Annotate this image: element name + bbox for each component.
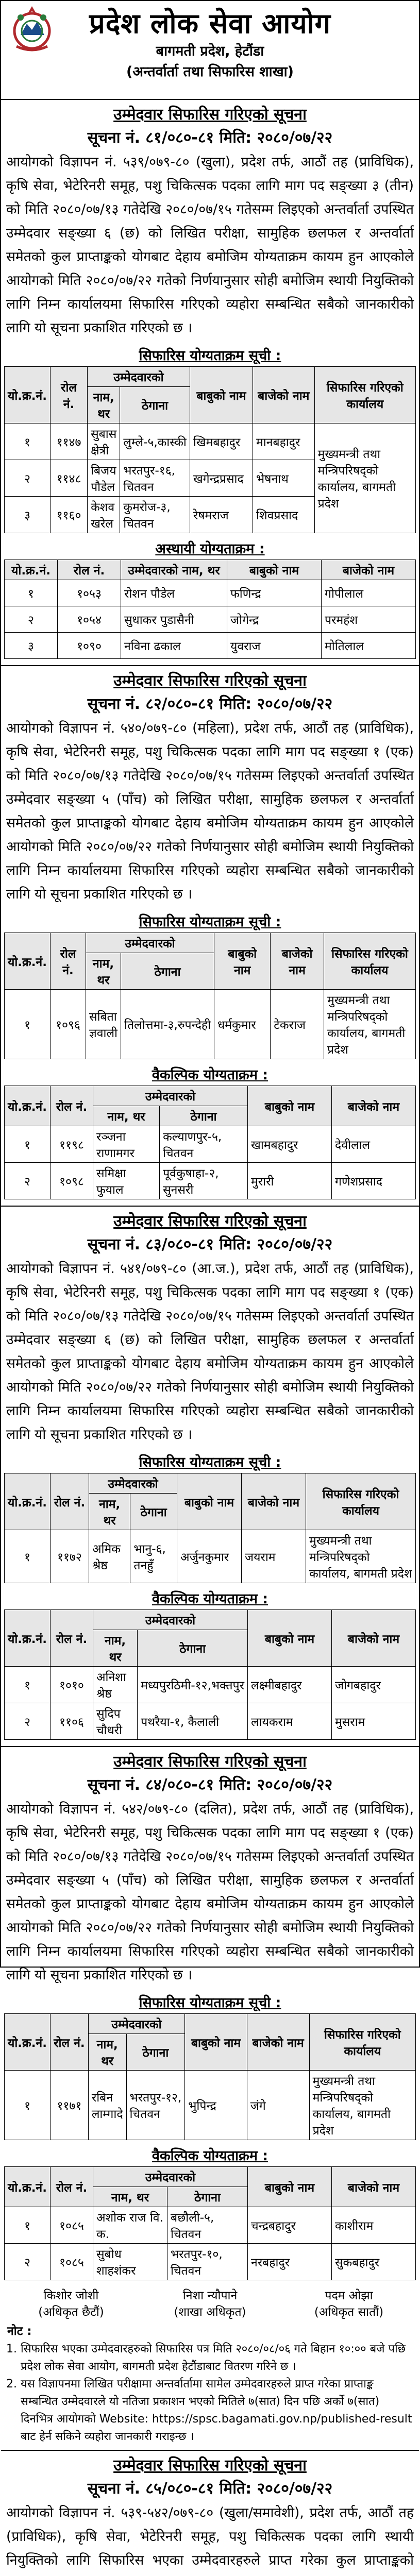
col-office: सिफारिस गरिएको कार्यालय: [306, 1473, 416, 1530]
col-address: ठेगाना: [126, 2034, 185, 2071]
col-roll: रोल नं.: [50, 1086, 93, 1126]
col-address: ठेगाना: [160, 1106, 248, 1126]
cell-name: अनिशा श्रेष्ठ: [93, 1667, 137, 1703]
cell-name: अमिक श्रेष्ठ: [89, 1530, 130, 1583]
section-spacer: [4, 1740, 416, 1746]
signatory-name: किशोर जोशी: [43, 2289, 99, 2302]
cell-roll: ११६०: [50, 497, 87, 533]
table-row: [5, 423, 416, 460]
cell-roll: ११९८: [50, 1126, 93, 1163]
col-sn: यो.क्र.नं.: [5, 1610, 51, 1667]
cell-father: चन्द्रबहादुर: [248, 2207, 332, 2244]
table-row: [5, 1667, 416, 1703]
cell-address: कल्याणपुर-५, चितवन: [160, 1126, 248, 1163]
table-caption: सिफारिस योग्यताक्रम सूची :: [139, 914, 281, 930]
notice-paragraph: आयोगको विज्ञापन नं. ५४२/०७९-८० (दलित), प्रदेश तर्फ, आठौं तह (प्राविधिक), कृषि सेवा, भेटेरिनरी समूह, पशु चिकित्सक पदका लागि माग पद सङ्ख्या १ (एक) को मिति २०८०/०७/१३ गतेदेखि २०८०/०७/१५ गतेसम्म लिइएको अन्तर्वार्ता उपस्थित उम्मेदवार सङ्ख्या ५ (पाँच) को लिखित परीक्षा, सामुहिक छलफल र अन्तर्वार्ता समेतको कुल प्राप्ताङ्कको योगबाट देहाय बमोजिम योग्यताक्रम कायम हुन आएकोले आयोगको मिति २०८०/०७/२२ गतेको निर्णयानुसार सोही बमोजिम स्थायी नियुक्तिको लागि निम्न कार्यालयमा सिफारिस गरिएको व्यहोरा सम्बन्धित सबैको जानकारीको लागि यो सूचना प्रकाशित गरिएको छ ।: [6, 1801, 414, 1983]
cell-office: मुख्यमन्त्री तथा मन्त्रिपरिषद्को कार्यालय, बागमती प्रदेश: [324, 990, 415, 1059]
col-address: ठेगाना: [167, 2187, 247, 2207]
cell-sn: ३: [5, 497, 51, 533]
col-name: उम्मेदवारको नाम, थर: [121, 560, 227, 580]
cell-sn: १: [5, 990, 51, 1059]
cell-sn: १: [5, 1126, 51, 1163]
table-row: [5, 1703, 416, 1740]
recommendation-table: [4, 1473, 416, 1583]
col-father: बाबुको नाम: [227, 560, 322, 580]
col-grandfather: बाजेको नाम: [247, 2014, 309, 2071]
section-title: उम्मेदवार सिफारिस गरिएको सूचना: [113, 1212, 307, 1230]
alternate-table: [4, 2166, 416, 2280]
notice-section: [1, 1750, 419, 2451]
cell-roll: ११७२: [50, 1530, 89, 1583]
cell-name: सुबास क्षेत्री: [88, 423, 120, 460]
cell-grandfather: जोगबहादुर: [332, 1667, 416, 1703]
col-sn: यो.क्र.नं.: [5, 1473, 51, 1530]
cell-grandfather: गणेशप्रसाद: [332, 1163, 416, 1199]
cell-father: लक्ष्मीबहादुर: [248, 1667, 332, 1703]
table-caption: वैकल्पिक योग्यताक्रम :: [152, 2148, 268, 2164]
cell-name: रोशन पौडेल: [121, 580, 227, 606]
signature-block: [20, 2286, 123, 2319]
col-candidate: उम्मेदवारको: [86, 933, 214, 953]
cell-name: समिक्षा फुयाल: [93, 1163, 159, 1199]
col-roll: रोल नं.: [50, 2014, 88, 2071]
cell-roll: १०१०: [50, 1667, 93, 1703]
cell-roll: १०५३: [58, 580, 121, 606]
col-candidate: उम्मेदवारको: [89, 1473, 177, 1494]
col-office: सिफारिस गरिएको कार्यालय: [324, 933, 415, 990]
cell-address: बछौली-५, चितवन: [167, 2207, 247, 2244]
cell-name: सुबोध शाहशंकर: [93, 2244, 167, 2280]
table-caption: वैकल्पिक योग्यताक्रम :: [152, 1067, 268, 1083]
table-row: [5, 2071, 416, 2140]
cell-address: कुमरोज-३, चितवन: [120, 497, 190, 533]
cell-father: युवराज: [227, 633, 322, 659]
table-row: [5, 633, 416, 659]
col-grandfather: बाजेको नाम: [253, 367, 314, 423]
cell-roll: ११७१: [50, 2071, 88, 2140]
cell-father: रेषमराज: [190, 497, 253, 533]
cell-office: मुख्यमन्त्री तथा मन्त्रिपरिषद्को कार्यालय, बागमती प्रदेश: [309, 2071, 415, 2140]
section-title: उम्मेदवार सिफारिस गरिएको सूचना: [113, 106, 307, 124]
col-address: ठेगाना: [121, 953, 214, 990]
cell-grandfather: सुकबहादुर: [332, 2244, 416, 2280]
cell-sn: २: [5, 2244, 51, 2280]
cell-sn: २: [5, 606, 58, 633]
col-sn: यो.क्र.नं.: [5, 560, 58, 580]
cell-office: मुख्यमन्त्री तथा मन्त्रिपरिषद्को कार्यालय, बागमती प्रदेश: [314, 423, 415, 533]
col-grandfather: बाजेको नाम: [322, 560, 416, 580]
col-office: सिफारिस गरिएको कार्यालय: [309, 2014, 415, 2071]
cell-father: धर्मकुमार: [214, 990, 271, 1059]
cell-grandfather: परमहंश: [322, 606, 416, 633]
cell-sn: १: [5, 580, 58, 606]
cell-roll: ११४८: [50, 460, 87, 497]
col-grandfather: बाजेको नाम: [271, 933, 324, 990]
cell-grandfather: भेषनाथ: [253, 460, 314, 497]
cell-sn: २: [5, 1163, 51, 1199]
recommendation-table: [4, 933, 416, 1059]
section-title: उम्मेदवार सिफारिस गरिएको सूचना: [113, 1753, 307, 1771]
cell-address: लुम्ले-५,कास्की: [120, 423, 190, 460]
col-name: नाम, थर: [93, 1630, 137, 1667]
col-sn: यो.क्र.नं.: [5, 933, 51, 990]
cell-name: अशोक राज वि. क.: [93, 2207, 167, 2244]
col-father: बाबुको नाम: [177, 1473, 242, 1530]
col-roll: रोल नं.: [50, 933, 86, 990]
col-roll: रोल नं.: [50, 367, 87, 423]
col-father: बाबुको नाम: [190, 367, 253, 423]
notes: [7, 2323, 413, 2446]
cell-name: रञ्जना राणामगर: [93, 1126, 159, 1163]
col-office: सिफारिस गरिएको कार्यालय: [314, 367, 415, 423]
cell-roll: १०५४: [58, 606, 121, 633]
col-father: बाबुको नाम: [248, 2167, 332, 2207]
note-item: 1. सिफारिस भएका उम्मेदवारहरुको सिफारिस पत्र मिति २०८०/०८/०६ गते बिहान १०:०० बजे पछि प्रदेश लोक सेवा आयोग, बागमती प्रदेश हेटौंडाबाट वितरण गरिने छ ।: [21, 2341, 413, 2376]
col-grandfather: बाजेको नाम: [332, 2167, 416, 2207]
col-sn: यो.क्र.नं.: [5, 367, 51, 423]
notice-number: सूचना नं. ८५/०८०-८१ मिति: २०८०/०७/२२: [87, 2480, 333, 2498]
cell-roll: ११०६: [50, 1703, 93, 1740]
cell-father: फणिन्द्र: [227, 580, 322, 606]
notice-paragraph: आयोगको विज्ञापन नं. ५४१/०७९-८० (आ.ज.), प्रदेश तर्फ, आठौं तह (प्राविधिक), कृषि सेवा, भेटेरिनरी समूह, पशु चिकित्सक पदका लागि माग पद सङ्ख्या १ (एक) को मिति २०८०/०७/१३ गतेदेखि २०८०/०७/१५ गतेसम्म लिइएको अन्तर्वार्ता उपस्थित उम्मेदवार सङ्ख्या ६ (छ) को लिखित परीक्षा, सामुहिक छलफल र अन्तर्वार्ता समेतको कुल प्राप्ताङ्कको योगबाट देहाय बमोजिम योग्यताक्रम कायम हुन आएकोले आयोगको मिति २०८०/०७/२२ गतेको निर्णयानुसार सोही बमोजिम स्थायी नियुक्तिको लागि निम्न कार्यालयमा सिफारिस गरिएको व्यहोरा सम्बन्धित सबैको जानकारीको लागि यो सूचना प्रकाशित गरिएको छ ।: [6, 1261, 414, 1443]
cell-father: भुपिन्द्र: [185, 2071, 247, 2140]
table-caption: सिफारिस योग्यताक्रम सूची :: [139, 348, 281, 364]
col-candidate: उम्मेदवारको: [93, 1610, 247, 1630]
cell-father: खिमबहादुर: [190, 423, 253, 460]
notice-number: सूचना नं. ८४/०८०-८१ मिति: २०८०/०७/२२: [87, 1776, 333, 1794]
table-caption: वैकल्पिक योग्यताक्रम :: [152, 1591, 268, 1607]
col-address: ठेगाना: [138, 1630, 248, 1667]
col-name: नाम, थर: [86, 953, 121, 990]
col-roll: रोल नं.: [58, 560, 121, 580]
notice-paragraph: आयोगको विज्ञापन नं. ५३९/०७९-८० (खुला), प्रदेश तर्फ, आठौं तह (प्राविधिक), कृषि सेवा, भेटेरिनरी समूह, पशु चिकित्सक पदका लागि माग पद सङ्ख्या ३ (तीन) को मिति २०८०/०७/१३ गतेदेखि २०८०/०७/१५ गतेसम्म लिइएको अन्तर्वार्ता उपस्थित उम्मेदवार सङ्ख्या ६ (छ) को लिखित परीक्षा, सामुहिक छलफल र अन्तर्वार्ता समेतको कुल प्राप्ताङ्कको योगबाट देहाय बमोजिम योग्यताक्रम कायम हुन आएकोले आयोगको मिति २०८०/०७/२२ गतेको निर्णयानुसार सोही बमोजिम स्थायी नियुक्तिको लागि निम्न कार्यालयमा सिफारिस गरिएको व्यहोरा सम्बन्धित सबैको जानकारीको लागि यो सूचना प्रकाशित गरिएको छ ।: [6, 154, 414, 336]
note-item: 2. यस विज्ञापनमा लिखित परीक्षामा अन्तर्वार्तामा सामेल उम्मेदवारहरुले प्राप्त गरेका प्राप्ताङ्क सम्बन्धित उम्मेदवारले यो नतिजा प्रकाशन भएको मितिले ७(सात) दिन पछि अर्को ७(सात) दिनभित्र आयोगको Website: https://spsc.bagamati.gov.np/published-result बाट हेर्न सकिने व्यहोरा जानकारी गराइन्छ ।: [21, 2376, 413, 2446]
cell-grandfather: मुसराम: [332, 1703, 416, 1740]
recommendation-table: [4, 366, 416, 533]
alternate-table: [4, 1086, 416, 1199]
cell-name: बिजय पौडेल: [88, 460, 120, 497]
col-roll: रोल नं.: [50, 1610, 93, 1667]
cell-sn: १: [5, 2207, 51, 2244]
signatory-name: पदम ओझा: [325, 2289, 373, 2302]
signature-block: [297, 2286, 400, 2319]
cell-address: भरतपुर-१६, चितवन: [120, 460, 190, 497]
cell-father: खामबहादुर: [248, 1126, 332, 1163]
notice-section: [1, 1210, 419, 1747]
cell-address: मध्यपुरठिमी-१२,भक्तपुर: [138, 1667, 248, 1703]
table-row: [5, 1126, 416, 1163]
cell-sn: २: [5, 1703, 51, 1740]
cell-grandfather: जयराम: [242, 1530, 306, 1583]
signatory-role: (अधिकृत सातौं): [314, 2306, 384, 2319]
cell-grandfather: मोतिलाल: [322, 633, 416, 659]
table-row: [5, 990, 416, 1059]
cell-sn: २: [5, 460, 51, 497]
cell-grandfather: काशीराम: [332, 2207, 416, 2244]
signature-row: [20, 2286, 400, 2319]
cell-father: जोगेन्द्र: [227, 606, 322, 633]
table-caption: सिफारिस योग्यताक्रम सूची :: [139, 1454, 281, 1470]
col-roll: रोल नं.: [50, 1473, 89, 1530]
cell-sn: १: [5, 423, 51, 460]
signatory-role: (शाखा अधिकृत): [174, 2306, 246, 2319]
cell-name: रबिन लाम्गादे: [88, 2071, 126, 2140]
alternate-table: [4, 1609, 416, 1740]
col-father: बाबुको नाम: [185, 2014, 247, 2071]
col-candidate: उम्मेदवारको: [93, 2167, 247, 2187]
table-row: [5, 1163, 416, 1199]
cell-roll: १०८५: [50, 2207, 93, 2244]
col-sn: यो.क्र.नं.: [5, 2014, 51, 2071]
cell-father: खगेन्द्रप्रसाद: [190, 460, 253, 497]
col-grandfather: बाजेको नाम: [242, 1473, 306, 1530]
table-caption: सिफारिस योग्यताक्रम सूची :: [139, 1995, 281, 2011]
col-name: नाम, थर: [93, 2187, 167, 2207]
cell-sn: ३: [5, 633, 58, 659]
col-sn: यो.क्र.नं.: [5, 2167, 51, 2207]
cell-address: भानु-६, तनहुँ: [130, 1530, 177, 1583]
signature-block: [159, 2286, 262, 2319]
notes-title: नोट :: [7, 2325, 32, 2338]
cell-address: तिलोत्तमा-३,रुपन्देही: [121, 990, 214, 1059]
col-roll: रोल नं.: [50, 2167, 93, 2207]
col-name: नाम, थर: [93, 1106, 159, 1126]
notice-number: सूचना नं. ८२/०८०-८१ मिति: २०८०/०७/२२: [87, 695, 333, 713]
cell-roll: ११४७: [50, 423, 87, 460]
section-spacer: [4, 659, 416, 665]
col-address: ठेगाना: [130, 1494, 177, 1530]
cell-sn: १: [5, 1530, 51, 1583]
notice-section: [1, 103, 419, 666]
cell-grandfather: जंगे: [247, 2071, 309, 2140]
org-location: बागमती प्रदेश, हेटौंडा: [156, 43, 264, 59]
cell-grandfather: गोपीलाल: [322, 580, 416, 606]
cell-name: केशव खरेल: [88, 497, 120, 533]
col-candidate: उम्मेदवारको: [93, 1086, 247, 1106]
cell-roll: १०८५: [50, 2244, 93, 2280]
cell-father: मुरारी: [248, 1163, 332, 1199]
cell-grandfather: टेकराज: [271, 990, 324, 1059]
notice-number: सूचना नं. ८१/०८०-८१ मिति: २०८०/०७/२२: [87, 129, 333, 147]
cell-father: अर्जुनकुमार: [177, 1530, 242, 1583]
col-address: ठेगाना: [120, 387, 190, 423]
cell-sn: १: [5, 2071, 51, 2140]
merit-list-section: [1, 2454, 419, 2576]
col-candidate: उम्मेदवारको: [88, 2014, 184, 2034]
cell-roll: १०९८: [50, 1163, 93, 1199]
cell-name: सबिता ज्ञवाली: [86, 990, 121, 1059]
alternate-table: [4, 560, 416, 659]
col-name: नाम, थर: [89, 1494, 130, 1530]
cell-office: मुख्यमन्त्री तथा मन्त्रिपरिषद्को कार्यालय, बागमती प्रदेश: [306, 1530, 416, 1583]
org-title: प्रदेश लोक सेवा आयोग: [89, 7, 331, 40]
cell-address: पूर्वकुषाहा-२, सुनसरी: [160, 1163, 248, 1199]
col-candidate: उम्मेदवारको: [88, 367, 190, 387]
cell-address: पथरैया-१, कैलाली: [138, 1703, 248, 1740]
table-caption: अस्थायी योग्यताक्रम :: [155, 541, 265, 557]
cell-grandfather: शिवप्रसाद: [253, 497, 314, 533]
col-name: नाम, थर: [88, 2034, 126, 2071]
col-father: बाबुको नाम: [248, 1086, 332, 1126]
cell-grandfather: मानबहादुर: [253, 423, 314, 460]
cell-roll: १०९०: [58, 633, 121, 659]
cell-address: भरतपुर-१२, चितवन: [126, 2071, 185, 2140]
cell-name: सुधाकर पुडासैनी: [121, 606, 227, 633]
notes-list: [7, 2341, 413, 2446]
cell-sn: १: [5, 1667, 51, 1703]
recommendation-table: [4, 2013, 416, 2140]
col-father: बाबुको नाम: [248, 1610, 332, 1667]
section-title: उम्मेदवार सिफारिस गरिएको सूचना: [113, 672, 307, 690]
notice-number: सूचना नं. ८३/०८०-८१ मिति: २०८०/०७/२२: [87, 1235, 333, 1253]
notice-section: [1, 669, 419, 1207]
table-row: [5, 1530, 416, 1583]
col-grandfather: बाजेको नाम: [332, 1086, 416, 1126]
table-row: [5, 2207, 416, 2244]
cell-address: भरतपुर-१०, चितवन: [167, 2244, 247, 2280]
table-row: [5, 2244, 416, 2280]
cell-roll: १०९६: [50, 990, 86, 1059]
table-row: [5, 606, 416, 633]
notice-paragraph: आयोगको विज्ञापन नं. ५३९-५४२/०७९-८० (खुला/समावेशी), प्रदेश तर्फ, आठौं तह (प्राविधिक), कृषि सेवा, भेटेरिनरी समूह, पशु चिकित्सक पदका लागि स्थायी नियुक्तिको लागि सिफारिस भएका उम्मेदवारहरुले प्राप्त गरेका कुल प्राप्ताङ्कको: [6, 2505, 414, 2568]
section-spacer: [4, 1199, 416, 1206]
cell-father: लायकराम: [248, 1703, 332, 1740]
cell-father: नरबहादुर: [248, 2244, 332, 2280]
table-row: [5, 580, 416, 606]
col-father: बाबुको नाम: [214, 933, 271, 990]
cell-name: नविना ढकाल: [121, 633, 227, 659]
cell-grandfather: देवीलाल: [332, 1126, 416, 1163]
section-title: उम्मेदवार सिफारिस गरिएको सूचना: [113, 2456, 307, 2475]
org-branch: (अन्तर्वार्ता तथा सिफारिस शाखा): [126, 64, 294, 80]
signatory-role: (अधिकृत छैटौं): [38, 2306, 104, 2319]
signatory-name: निशा न्यौपाने: [182, 2289, 238, 2302]
notice-paragraph: आयोगको विज्ञापन नं. ५४०/०७९-८० (महिला), प्रदेश तर्फ, आठौं तह (प्राविधिक), कृषि सेवा, भेटेरिनरी समूह, पशु चिकित्सक पदका लागि माग पद सङ्ख्या १ (एक) को मिति २०८०/०७/१३ गतेदेखि २०८०/०७/१५ गतेसम्म लिइएको अन्तर्वार्ता उपस्थित उम्मेदवार सङ्ख्या ५ (पाँच) को लिखित परीक्षा, सामुहिक छलफल र अन्तर्वार्ता समेतको कुल प्राप्ताङ्कको योगबाट देहाय बमोजिम योग्यताक्रम कायम हुन आएकोले आयोगको मिति २०८०/०७/२२ गतेको निर्णयानुसार सोही बमोजिम स्थायी नियुक्तिको लागि निम्न कार्यालयमा सिफारिस गरिएको व्यहोरा सम्बन्धित सबैको जानकारीको लागि यो सूचना प्रकाशित गरिएको छ ।: [6, 720, 414, 902]
cell-name: सुदिप चौधरी: [93, 1703, 137, 1740]
col-sn: यो.क्र.नं.: [5, 1086, 51, 1126]
col-name: नाम, थर: [88, 387, 120, 423]
header: [1, 1, 419, 100]
col-grandfather: बाजेको नाम: [332, 1610, 416, 1667]
